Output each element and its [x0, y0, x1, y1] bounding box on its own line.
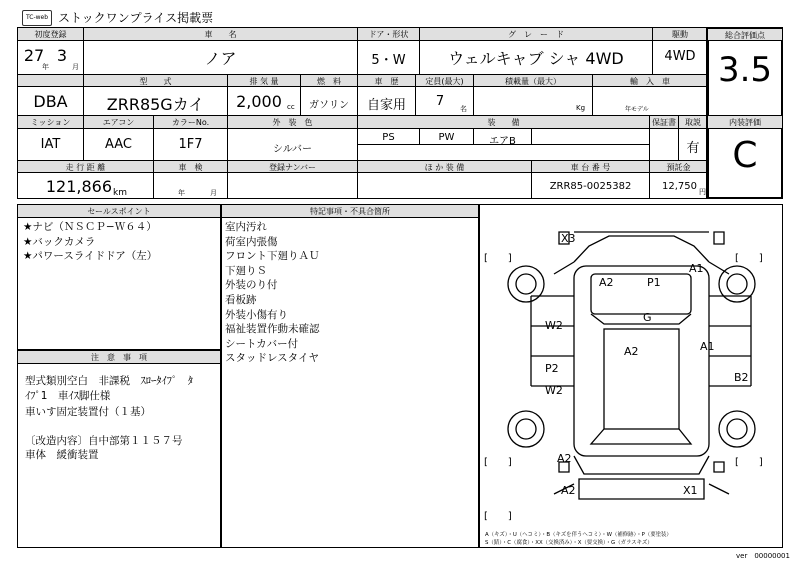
color-no: 1F7: [178, 137, 203, 152]
remark-line: スタッドレスタイヤ: [225, 352, 319, 365]
yen-unit: 円: [699, 188, 706, 196]
header: [22, 9, 213, 26]
remark-line: 看板跡: [225, 293, 257, 306]
grade: ウェルキャブ シャ 4WD: [448, 49, 624, 68]
equip-pw: PW: [438, 132, 455, 143]
label-color-no: カラーNo.: [171, 118, 210, 127]
equip-ps: PS: [382, 132, 395, 143]
aircon: AAC: [105, 137, 132, 152]
mark-a2-bumper: A2: [561, 484, 576, 497]
inspection-month-unit: 月: [210, 189, 217, 197]
label-interior: 内装評価: [729, 118, 761, 127]
bracket: [ ]: [735, 253, 763, 264]
displacement: 2,000: [236, 92, 282, 111]
remarks-title: 特記事項・不具合箇所: [310, 207, 390, 216]
label-drive: 駆動: [672, 30, 688, 39]
label-payload: 積載量（最大）: [505, 77, 561, 86]
remark-line: 外装小傷有り: [225, 308, 288, 321]
label-exterior-color: 外 装 色: [272, 118, 313, 127]
exterior-color: シルバー: [272, 144, 313, 155]
label-mileage: 走 行 距 離: [65, 163, 106, 172]
mark-x3: X3: [561, 232, 576, 245]
bracket: [ ]: [735, 457, 763, 468]
inspection-year-unit: 年: [178, 189, 185, 197]
fuel: ガソリン: [309, 100, 349, 111]
mark-x1: X1: [683, 484, 698, 497]
mark-a1-front-right: A1: [689, 262, 704, 275]
reg-month-unit: 月: [72, 63, 79, 71]
mark-a2-front: A2: [599, 276, 614, 289]
history: 自家用: [366, 98, 406, 113]
note-line: 型式類別空白 非課税 ｽﾛｰﾀｲﾌﾟ ﾀ: [25, 375, 193, 387]
label-plate: 登録ナンバー: [268, 163, 317, 172]
label-mission: ミッション: [30, 118, 71, 127]
door-type: 5・W: [371, 53, 406, 68]
label-capacity: 定員(最大): [425, 77, 464, 86]
drive: 4WD: [664, 49, 696, 64]
sales-point: ★パワースライドドア（左）: [23, 250, 158, 263]
capacity: 7: [435, 94, 445, 109]
model-code: ZRR85Gカイ: [106, 95, 205, 114]
reg-year-unit: 年: [42, 63, 49, 71]
remark-line: 荷室内張傷: [225, 235, 278, 248]
mark-a2-mid: A2: [624, 345, 639, 358]
label-grade: グ レ ー ド: [508, 30, 564, 39]
note-line: 車いす固定装置付（１基）: [25, 406, 151, 419]
label-equipment: 装 備: [487, 118, 520, 127]
bracket: [ ]: [484, 457, 512, 468]
mark-a1-right: A1: [700, 340, 715, 353]
mark-b2: B2: [734, 371, 749, 384]
label-door-type: ドア・形状: [368, 30, 409, 39]
vin: ZRR85-0025382: [549, 181, 632, 192]
mark-w2-left2: W2: [545, 384, 563, 397]
km-unit: km: [113, 188, 127, 198]
label-first-reg: 初度登録: [34, 30, 67, 39]
car-diagram: [479, 204, 783, 548]
label-displacement: 排 気 量: [249, 77, 279, 86]
note-line: 車体 緩衝装置: [25, 449, 99, 462]
label-car-name: 車 名: [204, 30, 237, 39]
mark-p2: P2: [545, 362, 559, 375]
sales-point: ★バックカメラ: [23, 235, 96, 248]
mission: IAT: [40, 137, 61, 152]
label-other-equip: ほ か 装 備: [424, 163, 465, 172]
notes-title: 注 意 事 項: [91, 353, 147, 362]
kg-unit: Kg: [576, 104, 586, 112]
label-import: 輸 入 車: [630, 77, 670, 86]
version: ver 00000001: [736, 552, 790, 560]
overall-score: 3.5: [717, 50, 773, 90]
bracket: [ ]: [484, 253, 512, 264]
mileage: 121,866: [45, 177, 112, 196]
tc-web-logo: TC-web: [22, 10, 52, 26]
label-inspection: 車 検: [178, 163, 203, 172]
reg-year: 27: [23, 46, 45, 65]
mark-a2-rear: A2: [557, 452, 572, 465]
mark-p1: P1: [647, 276, 661, 289]
capacity-unit: 名: [460, 105, 467, 113]
legend-line-2: S（錆）・C（腐食）・XX（交換済み）・X（要交換）・G（ガラスキズ）: [485, 540, 653, 546]
note-line: 〔改造内容〕自中部第１１５７号: [25, 434, 183, 447]
sales-point: ★ナビ（ＮＳＣＰ−Ｗ６４）: [23, 221, 157, 233]
label-manual: 取説: [685, 118, 701, 127]
manual-value: 有: [686, 141, 700, 156]
remark-line: 外装のり付: [225, 279, 278, 292]
remark-line: 室内汚れ: [225, 221, 267, 233]
label-fuel: 燃 料: [317, 77, 341, 86]
sales-points: [23, 220, 157, 264]
model-prefix: DBA: [33, 92, 68, 111]
mark-w2-left: W2: [545, 319, 563, 332]
equip-airbag: エアB: [489, 136, 516, 147]
reg-month: 3: [56, 46, 68, 65]
bracket: [ ]: [484, 511, 512, 522]
sales-title: セールスポイント: [87, 207, 151, 216]
legend-line-1: A（キズ）・U（ヘコミ）・B（キズを伴うヘコミ）・W（補修跡）・P（要塗装）: [485, 532, 672, 538]
interior-score: C: [732, 135, 758, 176]
remark-line: 福祉装置作動未確認: [225, 323, 320, 336]
label-warranty: 保証書: [652, 118, 676, 127]
mark-g: G: [643, 311, 652, 324]
cc-unit: cc: [287, 103, 295, 111]
remarks-list: [225, 220, 320, 366]
label-history: 車 歴: [374, 77, 399, 86]
remark-line: シートカバー付: [225, 337, 299, 350]
label-deposit: 預託金: [666, 163, 691, 172]
label-vin: 車 台 番 号: [570, 163, 611, 172]
label-aircon: エアコン: [102, 118, 135, 127]
label-overall: 総合評価点: [725, 31, 765, 40]
year-model: 年モデル: [625, 106, 649, 113]
notes-list: [25, 374, 193, 463]
deposit: 12,750: [662, 181, 697, 192]
remark-line: フロント下廻りＡＵ: [225, 250, 320, 263]
car-name: ノア: [204, 49, 237, 68]
note-line: ｲﾌﾟ1 車ｲｽ脚仕様: [25, 389, 111, 402]
label-type: 型 式: [139, 77, 172, 86]
page-title: ストックワンプライス掲載票: [58, 11, 214, 25]
remark-line: 下廻りＳ: [225, 264, 267, 277]
